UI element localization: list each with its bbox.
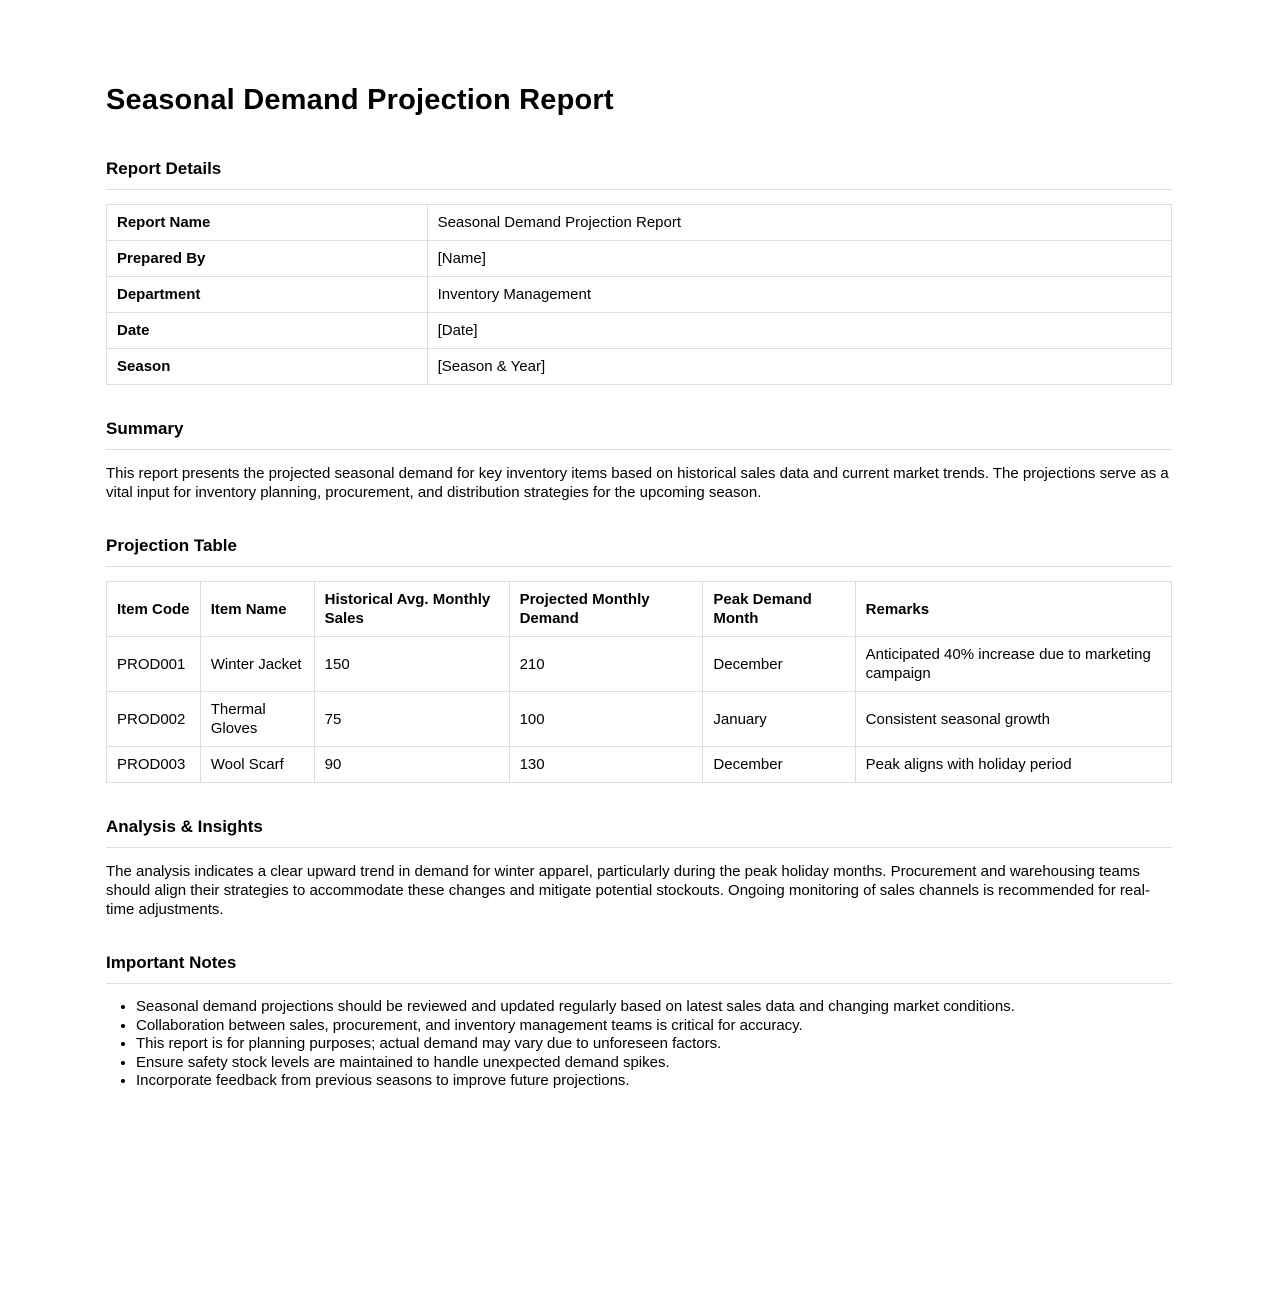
cell-historical-sales: 150 (314, 637, 509, 692)
table-row (107, 747, 1172, 783)
section-important-notes (106, 953, 1172, 1091)
column-header: Historical Avg. Monthly Sales (314, 582, 509, 637)
table-header-row (107, 582, 1172, 637)
detail-label: Department (107, 277, 428, 313)
column-header: Peak Demand Month (703, 582, 855, 637)
report-details-table (106, 204, 1172, 385)
detail-value: Inventory Management (427, 277, 1171, 313)
analysis-text: The analysis indicates a clear upward trend in demand for winter apparel, particularly during the peak holiday months. Procurement and warehousing teams should align their strategies to accommodate these changes and mitigate potential stockouts. Ongoing monitoring of sales channels is recommended for real-time adjustments. (106, 863, 1150, 918)
list-item: • Collaboration between sales, procurement, and inventory management teams is critical for accuracy. (136, 1017, 1172, 1036)
cell-remarks: Consistent seasonal growth (855, 692, 1171, 747)
column-header: Item Name (200, 582, 314, 637)
table-row (107, 241, 1172, 277)
cell-projected-demand: 100 (509, 692, 703, 747)
list-item: • This report is for planning purposes; actual demand may vary due to unforeseen factors. (136, 1035, 1172, 1054)
table-row (107, 277, 1172, 313)
cell-peak-month: December (703, 637, 855, 692)
table-row (107, 205, 1172, 241)
cell-item-code: PROD002 (107, 692, 201, 747)
table-row (107, 349, 1172, 385)
table-row (107, 313, 1172, 349)
cell-historical-sales: 90 (314, 747, 509, 783)
section-projection-table (106, 536, 1172, 783)
cell-historical-sales: 75 (314, 692, 509, 747)
section-summary (106, 419, 1172, 502)
section-report-details (106, 159, 1172, 385)
list-item: • Incorporate feedback from previous seasons to improve future projections. (136, 1072, 1172, 1091)
column-header: Projected Monthly Demand (509, 582, 703, 637)
table-row (107, 637, 1172, 692)
cell-remarks: Peak aligns with holiday period (855, 747, 1171, 783)
detail-label: Season (107, 349, 428, 385)
cell-peak-month: January (703, 692, 855, 747)
cell-projected-demand: 210 (509, 637, 703, 692)
cell-projected-demand: 130 (509, 747, 703, 783)
column-header: Remarks (855, 582, 1171, 637)
detail-value: [Name] (427, 241, 1171, 277)
detail-label: Date (107, 313, 428, 349)
analysis-heading: Analysis & Insights (106, 817, 1172, 848)
cell-peak-month: December (703, 747, 855, 783)
column-header: Item Code (107, 582, 201, 637)
detail-label: Prepared By (107, 241, 428, 277)
notes-list (106, 998, 1172, 1091)
section-analysis (106, 817, 1172, 919)
cell-remarks: Anticipated 40% increase due to marketing campaign (855, 637, 1171, 692)
projection-table (106, 581, 1172, 783)
cell-item-name: Winter Jacket (200, 637, 314, 692)
projection-table-heading: Projection Table (106, 536, 1172, 567)
table-row (107, 692, 1172, 747)
detail-value: [Season & Year] (427, 349, 1171, 385)
detail-value: [Date] (427, 313, 1171, 349)
report-details-heading: Report Details (106, 159, 1172, 190)
list-item: • Ensure safety stock levels are maintained to handle unexpected demand spikes. (136, 1054, 1172, 1073)
important-notes-heading: Important Notes (106, 953, 1172, 984)
page-title: Seasonal Demand Projection Report (106, 84, 614, 116)
cell-item-name: Wool Scarf (200, 747, 314, 783)
summary-text: This report presents the projected seasonal demand for key inventory items based on historical sales data and current market trends. The projections serve as a vital input for inventory planning, procurement, and distribution strategies for the upcoming season. (106, 465, 1169, 501)
cell-item-code: PROD001 (107, 637, 201, 692)
cell-item-code: PROD003 (107, 747, 201, 783)
summary-heading: Summary (106, 419, 1172, 450)
detail-value: Seasonal Demand Projection Report (427, 205, 1171, 241)
detail-label: Report Name (107, 205, 428, 241)
list-item: • Seasonal demand projections should be reviewed and updated regularly based on latest sales data and changing market conditions. (136, 998, 1172, 1017)
cell-item-name: Thermal Gloves (200, 692, 314, 747)
